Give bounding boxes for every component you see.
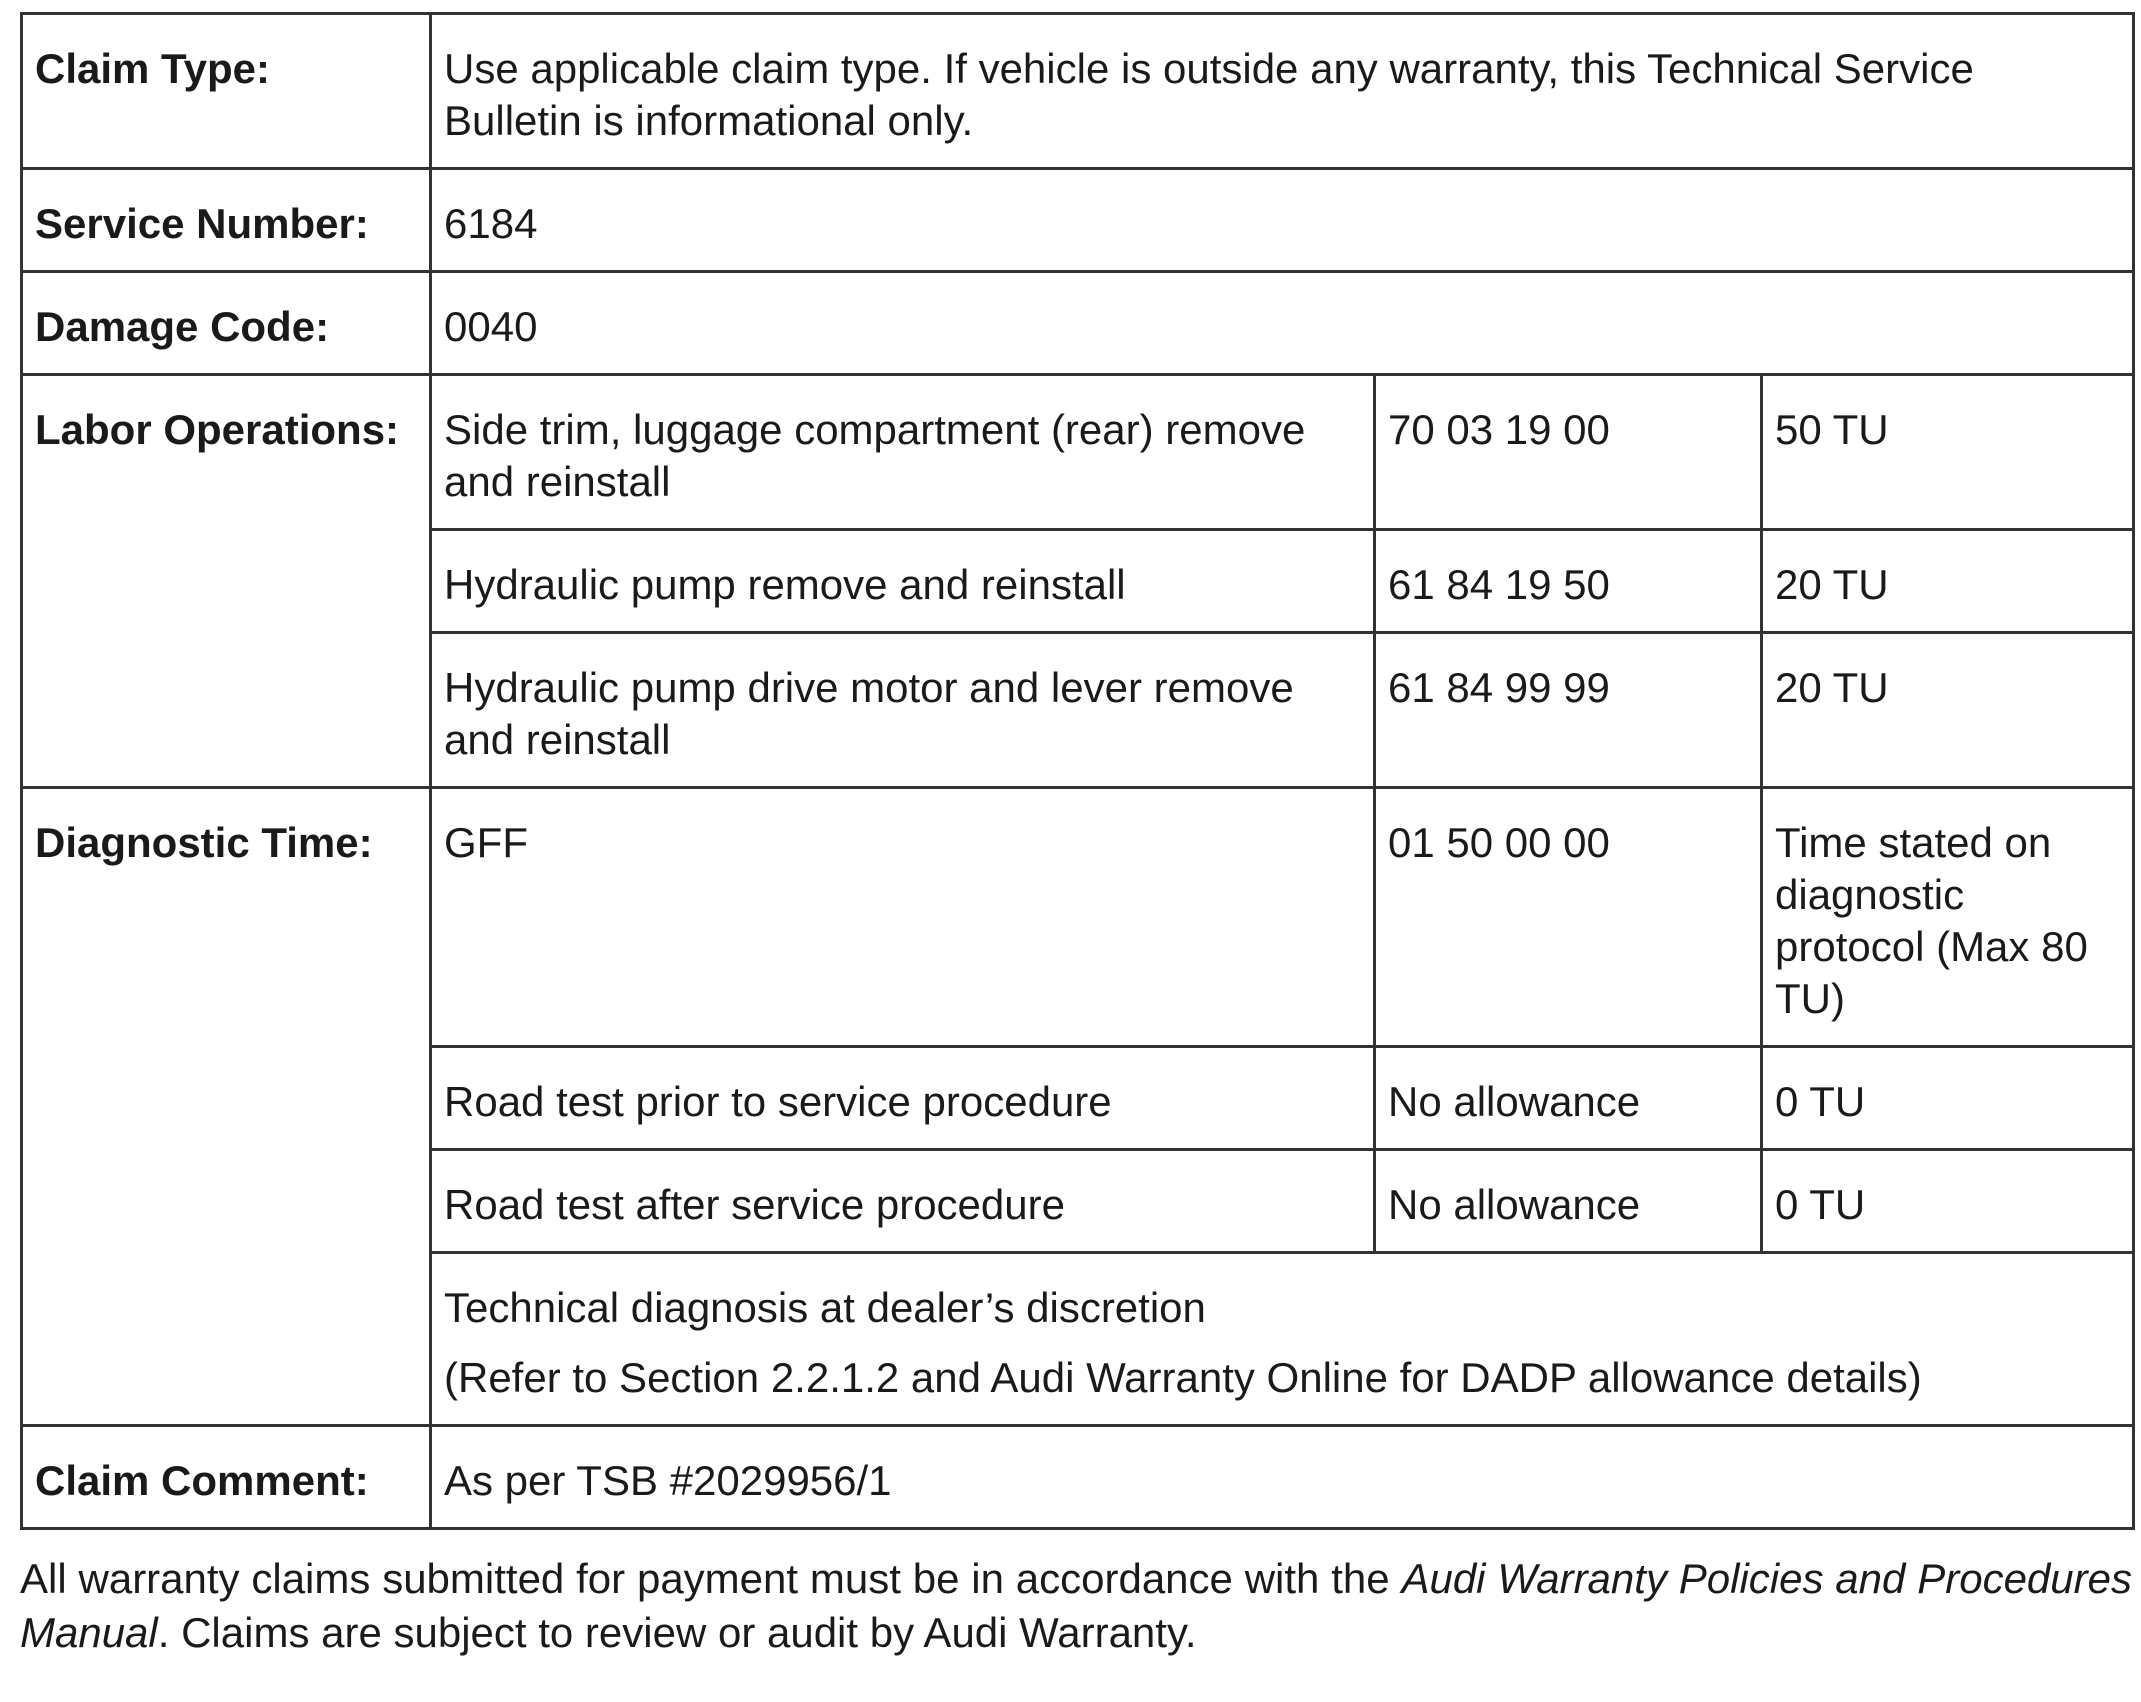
- claim-type-row: [22, 14, 2134, 169]
- warranty-footer-note: [20, 1552, 2132, 1660]
- diagnostic-time-label: Diagnostic Time:: [22, 788, 431, 1426]
- diagnostic-code: No allowance: [1375, 1047, 1762, 1150]
- diagnostic-description: Road test prior to service procedure: [431, 1047, 1375, 1150]
- diagnostic-code: No allowance: [1375, 1150, 1762, 1253]
- labor-operation-time: 50 TU: [1762, 375, 2134, 530]
- diagnostic-row: [22, 788, 2134, 1047]
- diagnostic-note-line: (Refer to Section 2.2.1.2 and Audi Warranty Online for DADP allowance details): [444, 1354, 1922, 1401]
- claim-type-value: Use applicable claim type. If vehicle is outside any warranty, this Technical Service Bulletin is informational only.: [431, 14, 2134, 169]
- service-number-value: 6184: [431, 169, 2134, 272]
- diagnostic-time-value: 0 TU: [1762, 1047, 2134, 1150]
- claim-comment-row: [22, 1426, 2134, 1529]
- diagnostic-note: [431, 1253, 2134, 1426]
- labor-operation-time: 20 TU: [1762, 530, 2134, 633]
- diagnostic-description: GFF: [431, 788, 1375, 1047]
- damage-code-value: 0040: [431, 272, 2134, 375]
- labor-operation-description: Hydraulic pump remove and reinstall: [431, 530, 1375, 633]
- labor-operation-description: Side trim, luggage compartment (rear) remove and reinstall: [431, 375, 1375, 530]
- diagnostic-time-value: Time stated on diagnostic protocol (Max 80 TU): [1762, 788, 2134, 1047]
- labor-operation-time: 20 TU: [1762, 633, 2134, 788]
- labor-operation-code: 61 84 19 50: [1375, 530, 1762, 633]
- footer-text-after: . Claims are subject to review or audit by Audi Warranty.: [157, 1609, 1197, 1656]
- diagnostic-code: 01 50 00 00: [1375, 788, 1762, 1047]
- labor-operation-code: 70 03 19 00: [1375, 375, 1762, 530]
- labor-operations-label: Labor Operations:: [22, 375, 431, 788]
- footer-manual-title: Audi Warranty Policies and Procedures Manual: [20, 1555, 2132, 1656]
- damage-code-row: [22, 272, 2134, 375]
- labor-operation-code: 61 84 99 99: [1375, 633, 1762, 788]
- diagnostic-time-value: 0 TU: [1762, 1150, 2134, 1253]
- diagnostic-description: Road test after service procedure: [431, 1150, 1375, 1253]
- labor-operation-row: [22, 375, 2134, 530]
- claim-comment-label: Claim Comment:: [22, 1426, 431, 1529]
- damage-code-label: Damage Code:: [22, 272, 431, 375]
- diagnostic-note-line: Technical diagnosis at dealer’s discretion: [444, 1284, 1206, 1331]
- warranty-info-page: [20, 12, 2132, 1702]
- service-number-label: Service Number:: [22, 169, 431, 272]
- labor-operation-description: Hydraulic pump drive motor and lever remove and reinstall: [431, 633, 1375, 788]
- footer-text-before: All warranty claims submitted for payment must be in accordance with the: [20, 1555, 1402, 1602]
- warranty-claim-table: [20, 12, 2135, 1530]
- service-number-row: [22, 169, 2134, 272]
- claim-comment-value: As per TSB #2029956/1: [431, 1426, 2134, 1529]
- claim-type-label: Claim Type:: [22, 14, 431, 169]
